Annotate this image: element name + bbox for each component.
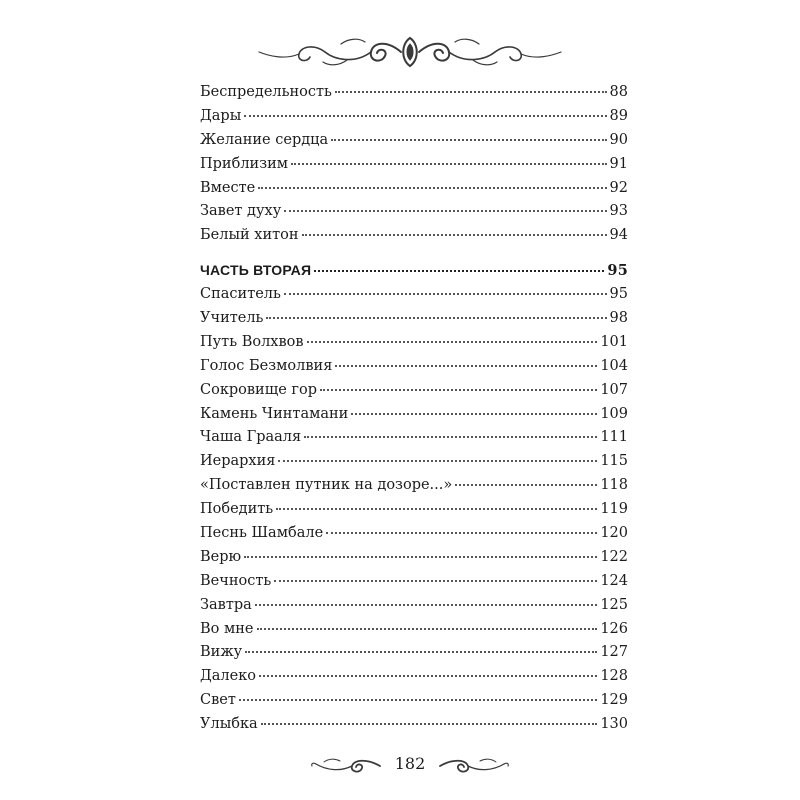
toc-entry-page: 125	[600, 596, 628, 613]
toc-entry-title: Дары	[200, 107, 242, 124]
dot-leader	[307, 341, 598, 343]
toc-entry	[200, 224, 628, 248]
toc-entry-title: Путь Волхвов	[200, 333, 304, 350]
toc-entry-page: 101	[600, 333, 628, 350]
dot-leader	[274, 580, 597, 582]
toc-entry	[200, 331, 628, 355]
toc-entry-title: Песнь Шамбале	[200, 525, 324, 542]
toc-entry-title: Чаша Грааля	[200, 429, 302, 446]
toc-entry-title: Приблизим	[200, 155, 289, 172]
dot-leader	[244, 556, 597, 558]
dot-leader	[278, 460, 597, 462]
toc-entry-title: Голос Безмолвия	[200, 357, 333, 374]
toc-entry-title: Верю	[200, 548, 242, 565]
toc-entry	[200, 177, 628, 201]
toc-entry-title: Во мне	[200, 620, 254, 637]
toc-entry-title: Беспредельность	[200, 84, 332, 100]
dot-leader	[335, 365, 597, 367]
part-page: 95	[607, 262, 628, 280]
toc-entry	[200, 641, 628, 665]
toc-entry-title: Белый хитон	[200, 227, 299, 244]
dot-leader	[257, 628, 598, 630]
toc-entry	[200, 153, 628, 177]
toc-entry	[200, 594, 628, 618]
toc-entry	[200, 105, 628, 129]
toc-entry-page: 119	[600, 501, 628, 518]
dot-leader	[335, 91, 607, 93]
dot-leader	[331, 139, 606, 141]
toc-entry-title: Иерархия	[200, 453, 276, 470]
toc-entry	[200, 355, 628, 379]
toc-entry	[200, 522, 628, 546]
table-of-contents	[200, 81, 628, 737]
toc-entry-title: Камень Чинтамани	[200, 405, 349, 422]
toc-entry-title: Завет духу	[200, 203, 282, 220]
dot-leader	[261, 723, 598, 725]
toc-entry	[200, 618, 628, 642]
toc-entry	[200, 689, 628, 713]
dot-leader	[284, 293, 607, 295]
dot-leader	[255, 604, 598, 606]
toc-entry-page: 95	[609, 286, 628, 303]
toc-entry-page: 127	[600, 644, 628, 661]
toc-entry-page: 90	[609, 131, 628, 148]
dot-leader	[276, 508, 597, 510]
dot-leader	[258, 187, 606, 189]
toc-entry-page: 118	[600, 477, 628, 494]
toc-entry	[200, 474, 628, 498]
toc-entry	[200, 307, 628, 331]
dot-leader	[266, 317, 606, 319]
dot-leader	[245, 651, 597, 653]
dot-leader	[239, 699, 597, 701]
toc-entry-page: 89	[609, 107, 628, 124]
toc-entry-page: 104	[600, 357, 628, 374]
toc-entry-page: 124	[600, 572, 628, 589]
toc-entry-page: 122	[600, 548, 628, 565]
toc-entry-title: Вечность	[200, 572, 272, 589]
toc-entry	[200, 283, 628, 307]
dot-leader	[304, 436, 597, 438]
dot-leader	[259, 675, 597, 677]
toc-entry	[200, 713, 628, 737]
toc-entry-title: Сокровище гор	[200, 381, 318, 398]
toc-entry-title: Учитель	[200, 310, 264, 327]
toc-entry	[200, 426, 628, 450]
toc-entry	[200, 450, 628, 474]
toc-entry-title: Вижу	[200, 644, 243, 661]
toc-entry-page: 128	[600, 668, 628, 685]
toc-entry	[200, 570, 628, 594]
toc-entry	[200, 498, 628, 522]
dot-leader	[351, 413, 597, 415]
part-title: ЧАСТЬ ВТОРАЯ	[200, 262, 312, 279]
toc-entry	[200, 200, 628, 224]
toc-entry	[200, 379, 628, 403]
toc-entry-page: 129	[600, 692, 628, 709]
toc-entry-page: 88	[609, 84, 628, 100]
toc-entry-title: «Поставлен путник на дозоре...»	[200, 477, 453, 494]
toc-entry	[200, 665, 628, 689]
toc-entry-page: 126	[600, 620, 628, 637]
toc-entry	[200, 129, 628, 153]
dot-leader	[326, 532, 597, 534]
dot-leader	[291, 163, 606, 165]
toc-entry-page: 94	[609, 227, 628, 244]
toc-entry	[200, 403, 628, 427]
dot-leader	[284, 210, 606, 212]
page-number: 182	[394, 754, 426, 773]
toc-entry-page: 107	[600, 381, 628, 398]
toc-entry-page: 98	[609, 310, 628, 327]
flourish-ornament-icon	[255, 30, 565, 74]
toc-entry-title: Спаситель	[200, 286, 281, 303]
toc-entry-title: Свет	[200, 692, 236, 709]
dot-leader	[455, 484, 597, 486]
toc-entry-title: Победить	[200, 501, 274, 518]
toc-entry-page: 130	[600, 716, 628, 733]
toc-entry-page: 93	[609, 203, 628, 220]
toc-entry-page: 92	[609, 179, 628, 196]
toc-entry-title: Вместе	[200, 179, 256, 196]
dot-leader	[244, 115, 606, 117]
toc-entry-title: Далеко	[200, 668, 257, 685]
dot-leader	[314, 270, 604, 272]
toc-entry	[200, 546, 628, 570]
dot-leader	[302, 234, 607, 236]
toc-entry-title: Желание сердца	[200, 131, 329, 148]
page-footer	[300, 752, 520, 782]
toc-entry	[200, 81, 628, 105]
toc-entry-page: 115	[600, 453, 628, 470]
toc-entry-title: Улыбка	[200, 716, 258, 733]
flourish-right-icon	[438, 756, 510, 776]
toc-entry-page: 111	[600, 429, 628, 446]
toc-entry-page: 120	[600, 525, 628, 542]
toc-entry-page: 109	[600, 405, 628, 422]
toc-entry-page: 91	[609, 155, 628, 172]
toc-entry-title: Завтра	[200, 596, 252, 613]
dot-leader	[320, 389, 597, 391]
toc-part-heading	[200, 259, 628, 283]
